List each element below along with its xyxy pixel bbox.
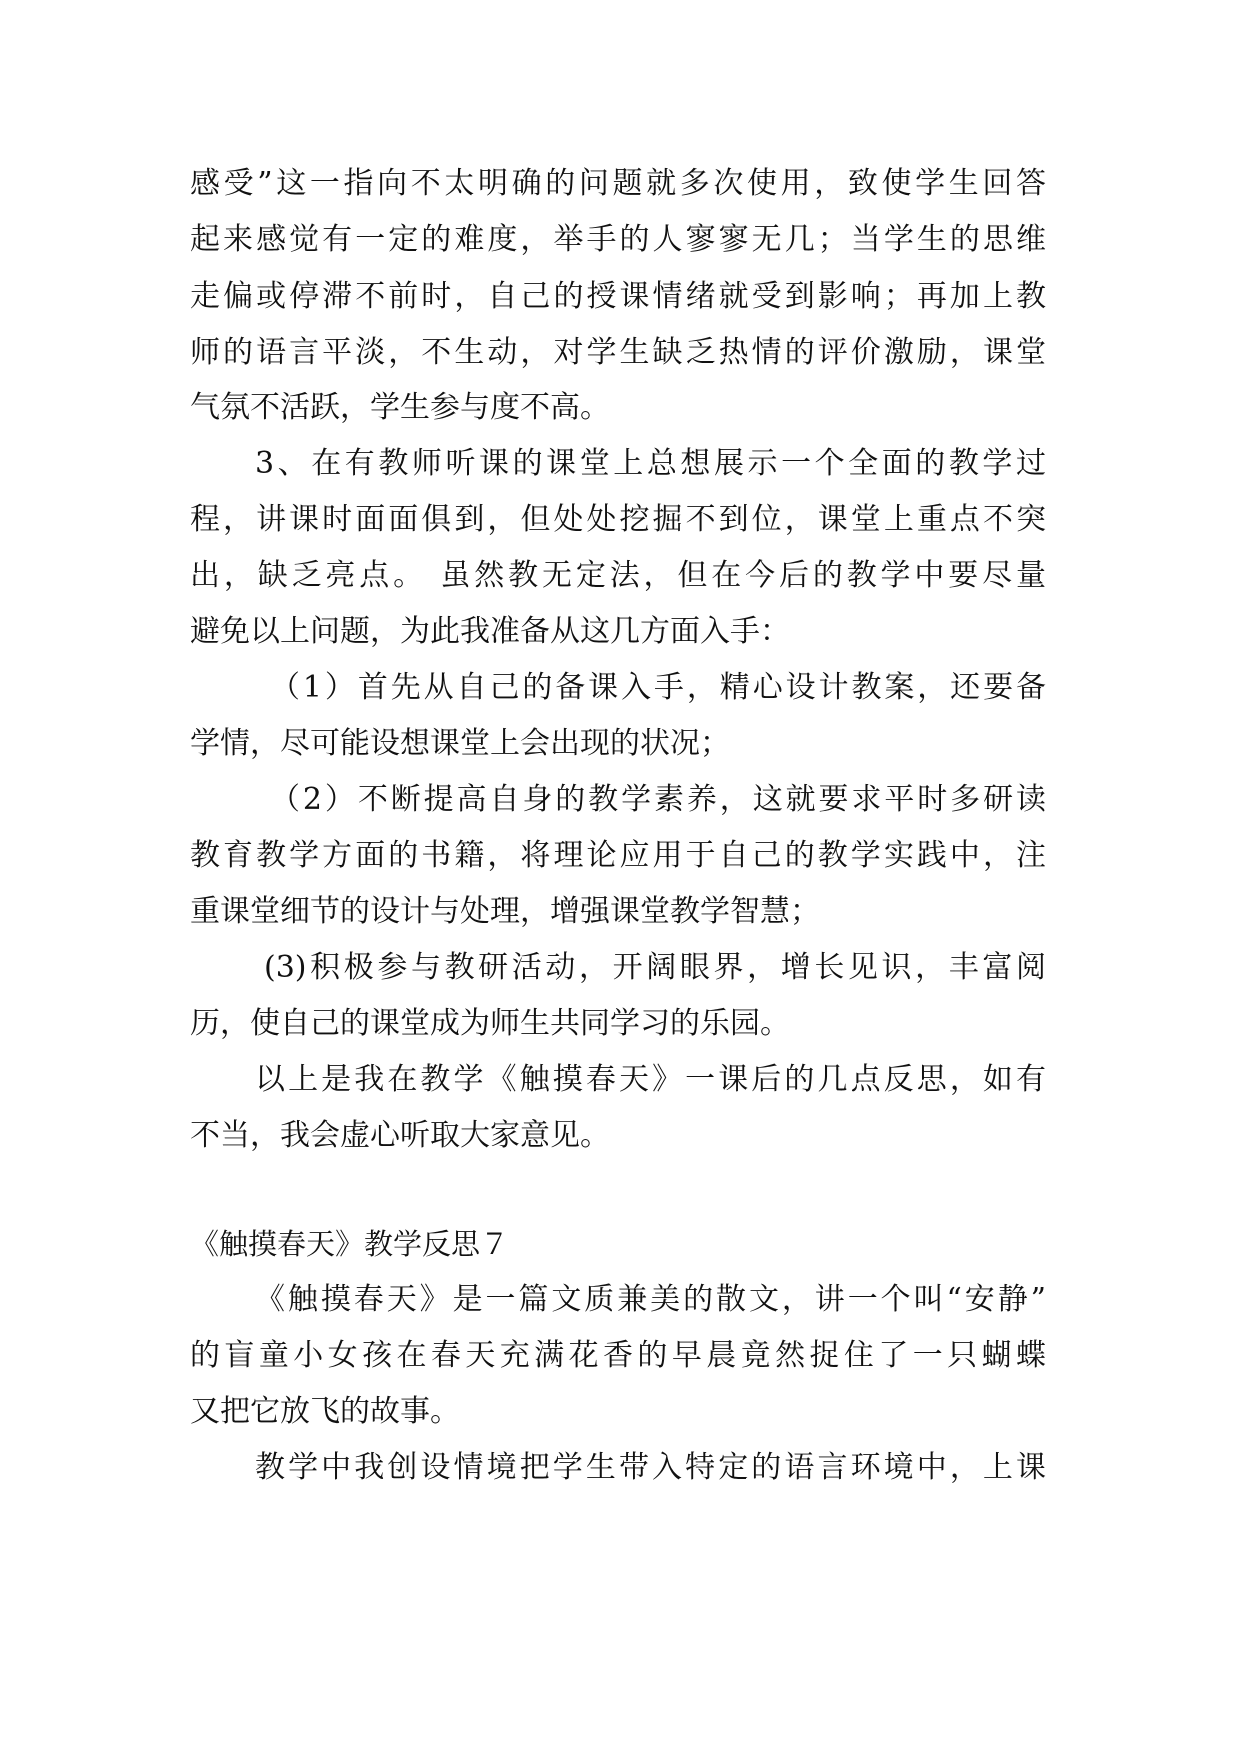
paragraph-text-line: 程，讲课时面面俱到，但处处挖掘不到位，课堂上重点不突 — [190, 502, 1046, 537]
list-item-text-line: 重课堂细节的设计与处理，增强课堂教学智慧； — [190, 894, 820, 929]
list-item-text-line: 学情，尽可能设想课堂上会出现的状况； — [190, 726, 730, 761]
list-item-text-line: 教育教学方面的书籍，将理论应用于自己的教学实践中，注 — [190, 838, 1046, 873]
paragraph-text-line: 又把它放飞的故事。 — [190, 1394, 460, 1429]
list-item-text-line: （2）不断提高自身的教学素养，这就要求平时多研读 — [270, 782, 1046, 817]
paragraph-text-line: 避免以上问题，为此我准备从这几方面入手： — [190, 614, 790, 649]
paragraph-text-line: 气氛不活跃，学生参与度不高。 — [190, 390, 610, 425]
paragraph-text-line: 走偏或停滞不前时，自己的授课情绪就受到影响；再加上教 — [190, 279, 1046, 314]
paragraph-text-line: 出，缺乏亮点。 虽然教无定法，但在今后的教学中要尽量 — [190, 558, 1046, 593]
paragraph-text-line: 不当，我会虚心听取大家意见。 — [190, 1118, 610, 1153]
paragraph-text-line: 以上是我在教学《触摸春天》一课后的几点反思，如有 — [255, 1062, 1046, 1097]
paragraph-text-line: 教学中我创设情境把学生带入特定的语言环境中，上课 — [255, 1450, 1046, 1485]
paragraph-text-line: 的盲童小女孩在春天充满花香的早晨竟然捉住了一只蝴蝶 — [190, 1338, 1046, 1373]
list-item-text-line: (3)积极参与教研活动，开阔眼界，增长见识，丰富阅 — [264, 950, 1046, 985]
paragraph-text-line: 3、在有教师听课的课堂上总想展示一个全面的教学过 — [255, 446, 1046, 481]
paragraph-text-line: 师的语言平淡，不生动，对学生缺乏热情的评价激励，课堂 — [190, 335, 1046, 370]
list-item-text-line: 历，使自己的课堂成为师生共同学习的乐园。 — [190, 1006, 790, 1041]
section-title: 《触摸春天》教学反思７ — [190, 1227, 510, 1261]
paragraph-text-line: 感受”这一指向不太明确的问题就多次使用，致使学生回答 — [190, 166, 1046, 201]
paragraph-text-line: 《触摸春天》是一篇文质兼美的散文，讲一个叫“安静” — [255, 1282, 1046, 1317]
paragraph-text-line: 起来感觉有一定的难度，举手的人寥寥无几；当学生的思维 — [190, 222, 1046, 257]
list-item-text-line: （1）首先从自己的备课入手，精心设计教案，还要备 — [270, 670, 1046, 705]
